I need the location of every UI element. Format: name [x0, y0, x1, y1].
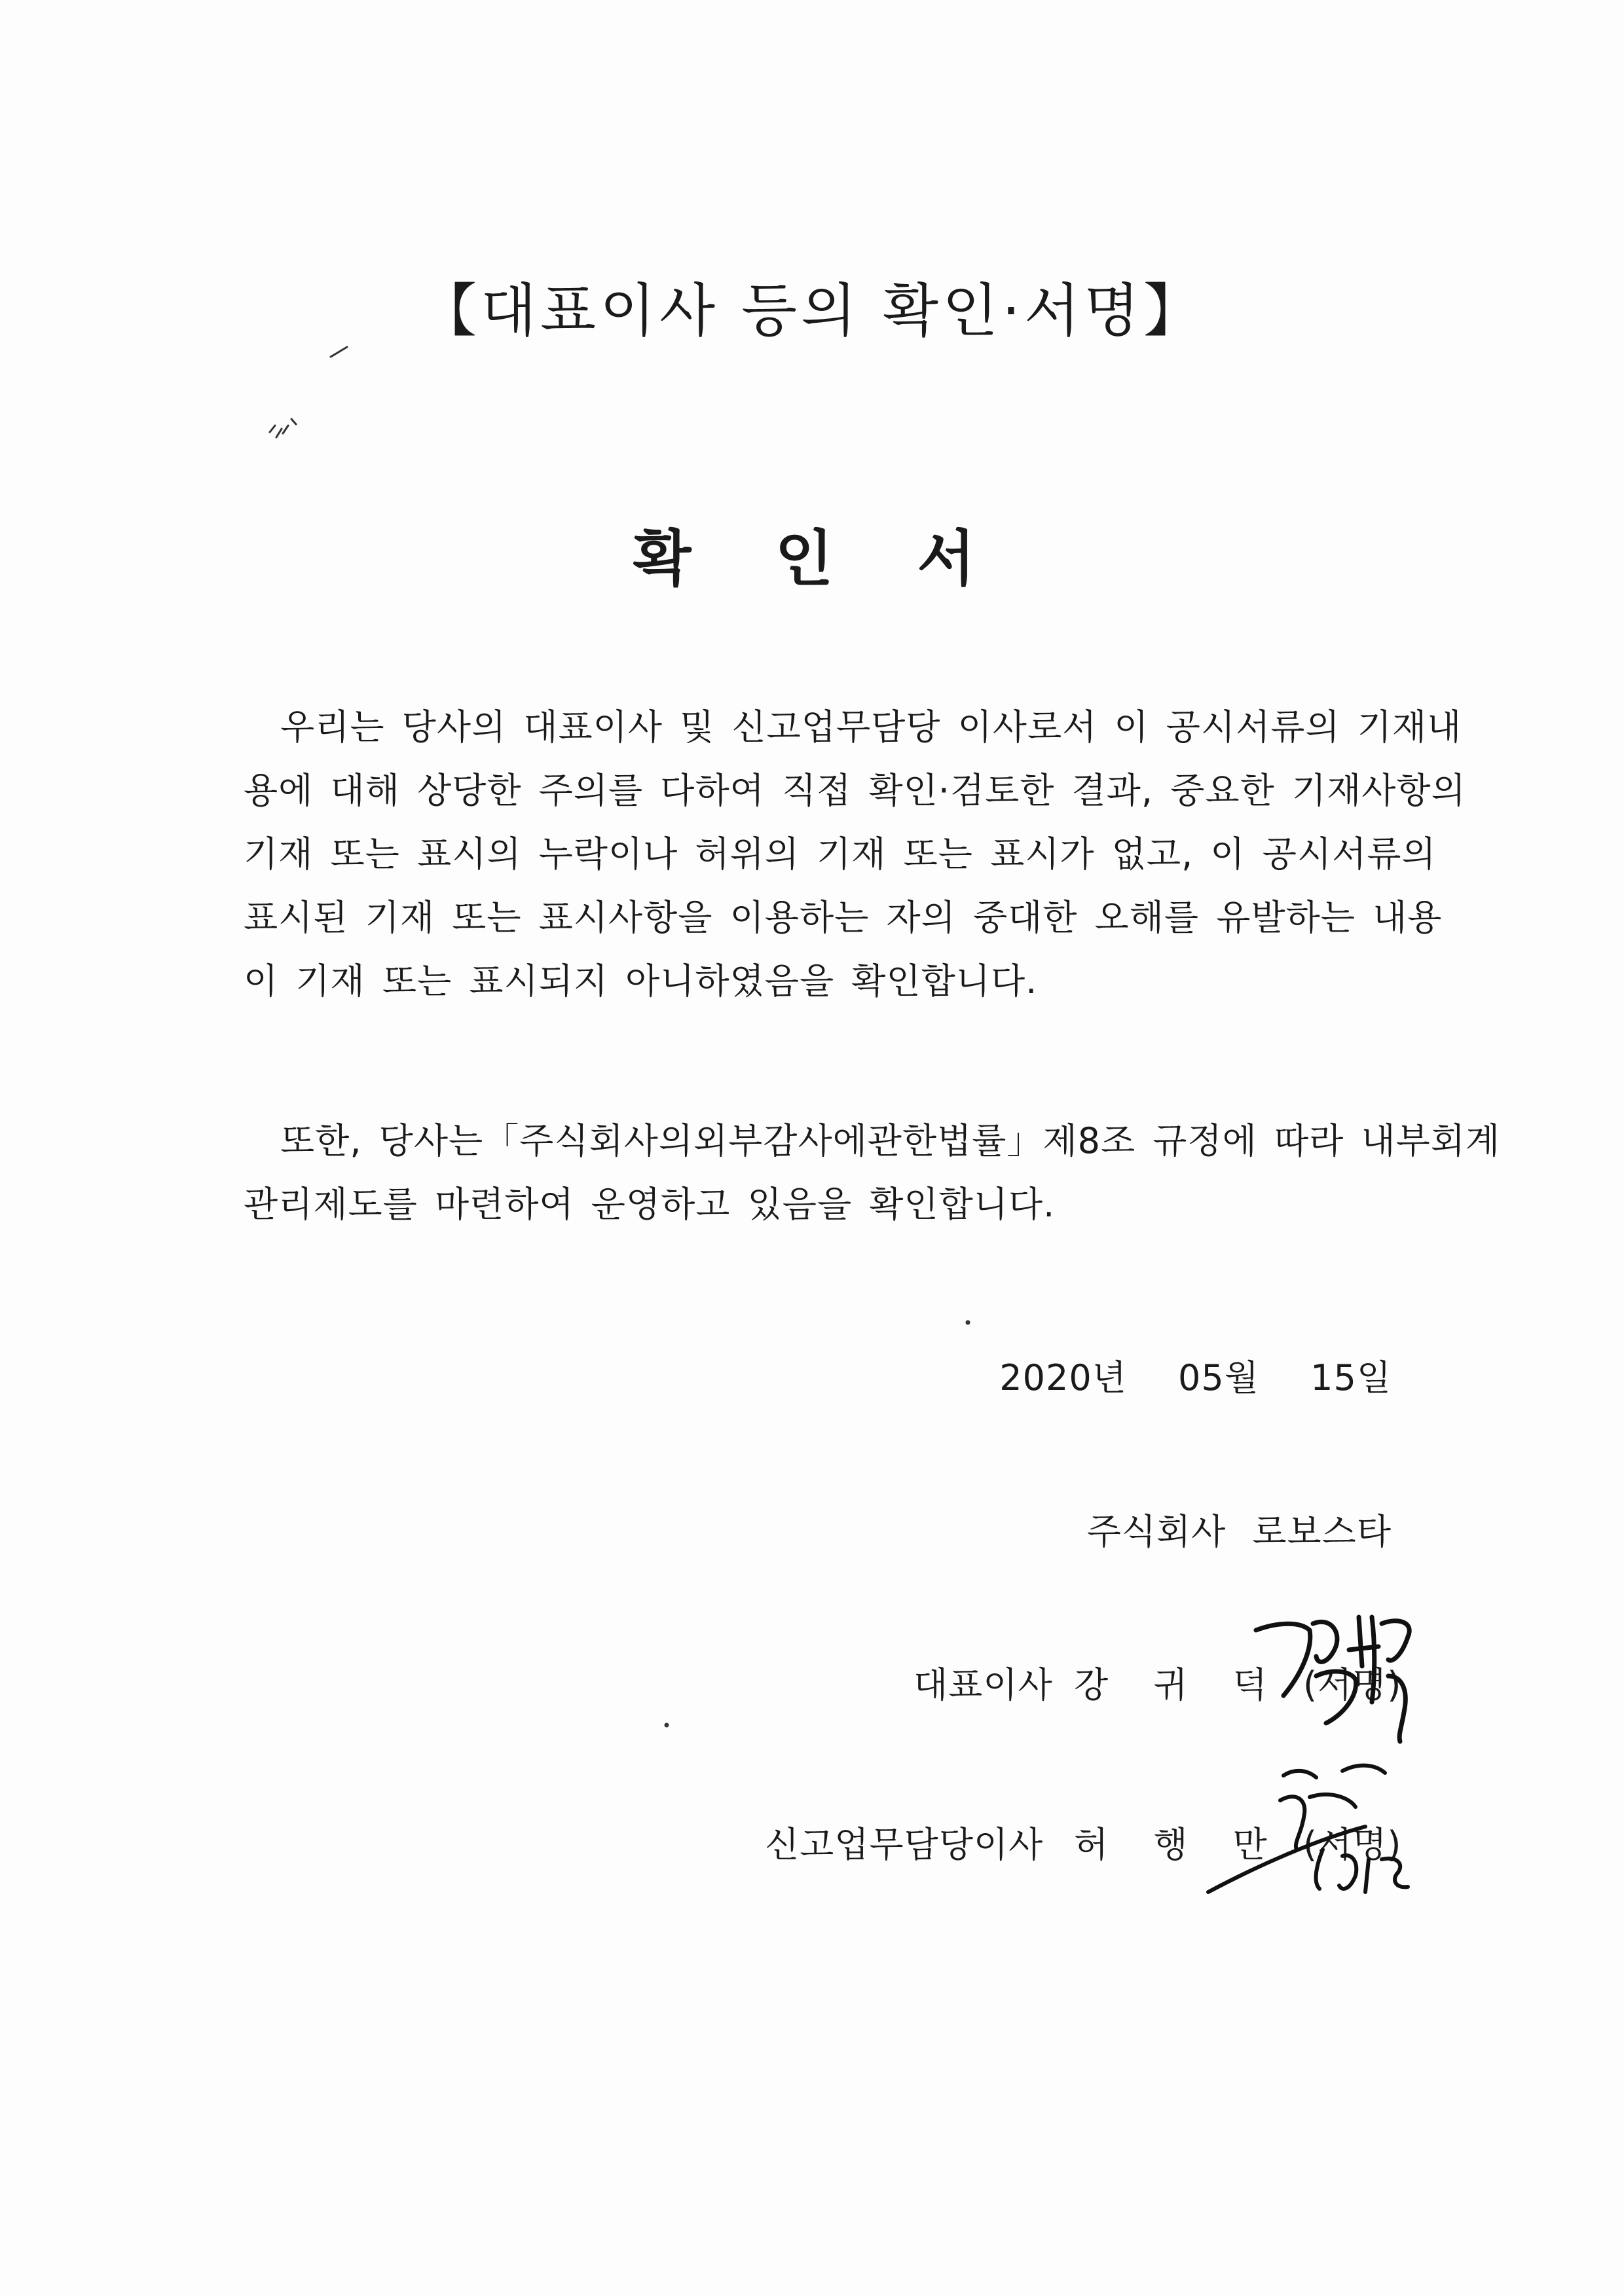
signer-role: 대표이사: [913, 1664, 1053, 1705]
paragraph-line: 이 기재 또는 표시되지 아니하였음을 확인합니다.: [244, 960, 1038, 1002]
paragraph-line: 표시된 기재 또는 표시사항을 이용하는 자의 중대한 오해를 유발하는 내용: [244, 897, 1443, 938]
document-title: 확 인 서: [633, 524, 1007, 594]
signature-label: (서명): [1303, 1664, 1402, 1705]
paragraph-line: 기재 또는 표시의 누락이나 허위의 기재 또는 표시가 없고, 이 공시서류의: [244, 833, 1437, 875]
paragraph-line: 또한, 당사는「주식회사의외부감사에관한법률」제8조 규정에 따라 내부회계: [280, 1120, 1501, 1161]
date-day: 15일: [1310, 1357, 1392, 1398]
date-year: 2020년: [999, 1357, 1127, 1398]
company-name: [1087, 1504, 1392, 1554]
company-type: 주식회사: [1086, 1511, 1227, 1552]
signer-role: 신고업무담당이사: [765, 1824, 1044, 1865]
confirmation-paragraph: [244, 695, 1466, 1013]
date-month: 05월: [1178, 1357, 1259, 1398]
signature-label: (서명): [1303, 1824, 1402, 1865]
paragraph-line: 우리는 당사의 대표이사 및 신고업무담당 이사로서 이 공시서류의 기재내: [280, 706, 1462, 748]
company-title: 로보스타: [1252, 1511, 1392, 1552]
internal-control-paragraph: [244, 1109, 1501, 1236]
paragraph-line: 관리제도를 마련하여 운영하고 있음을 확인합니다.: [244, 1184, 1056, 1225]
document-date: [999, 1350, 1392, 1400]
signer-name: 강 귀 덕: [1074, 1664, 1284, 1705]
signer-name: 허 행 만: [1074, 1824, 1284, 1865]
document-heading: 【대표이사 등의 확인·서명】: [419, 277, 1205, 344]
paragraph-line: 용에 대해 상당한 주의를 다하여 직접 확인·검토한 결과, 중요한 기재사항의: [244, 770, 1466, 811]
